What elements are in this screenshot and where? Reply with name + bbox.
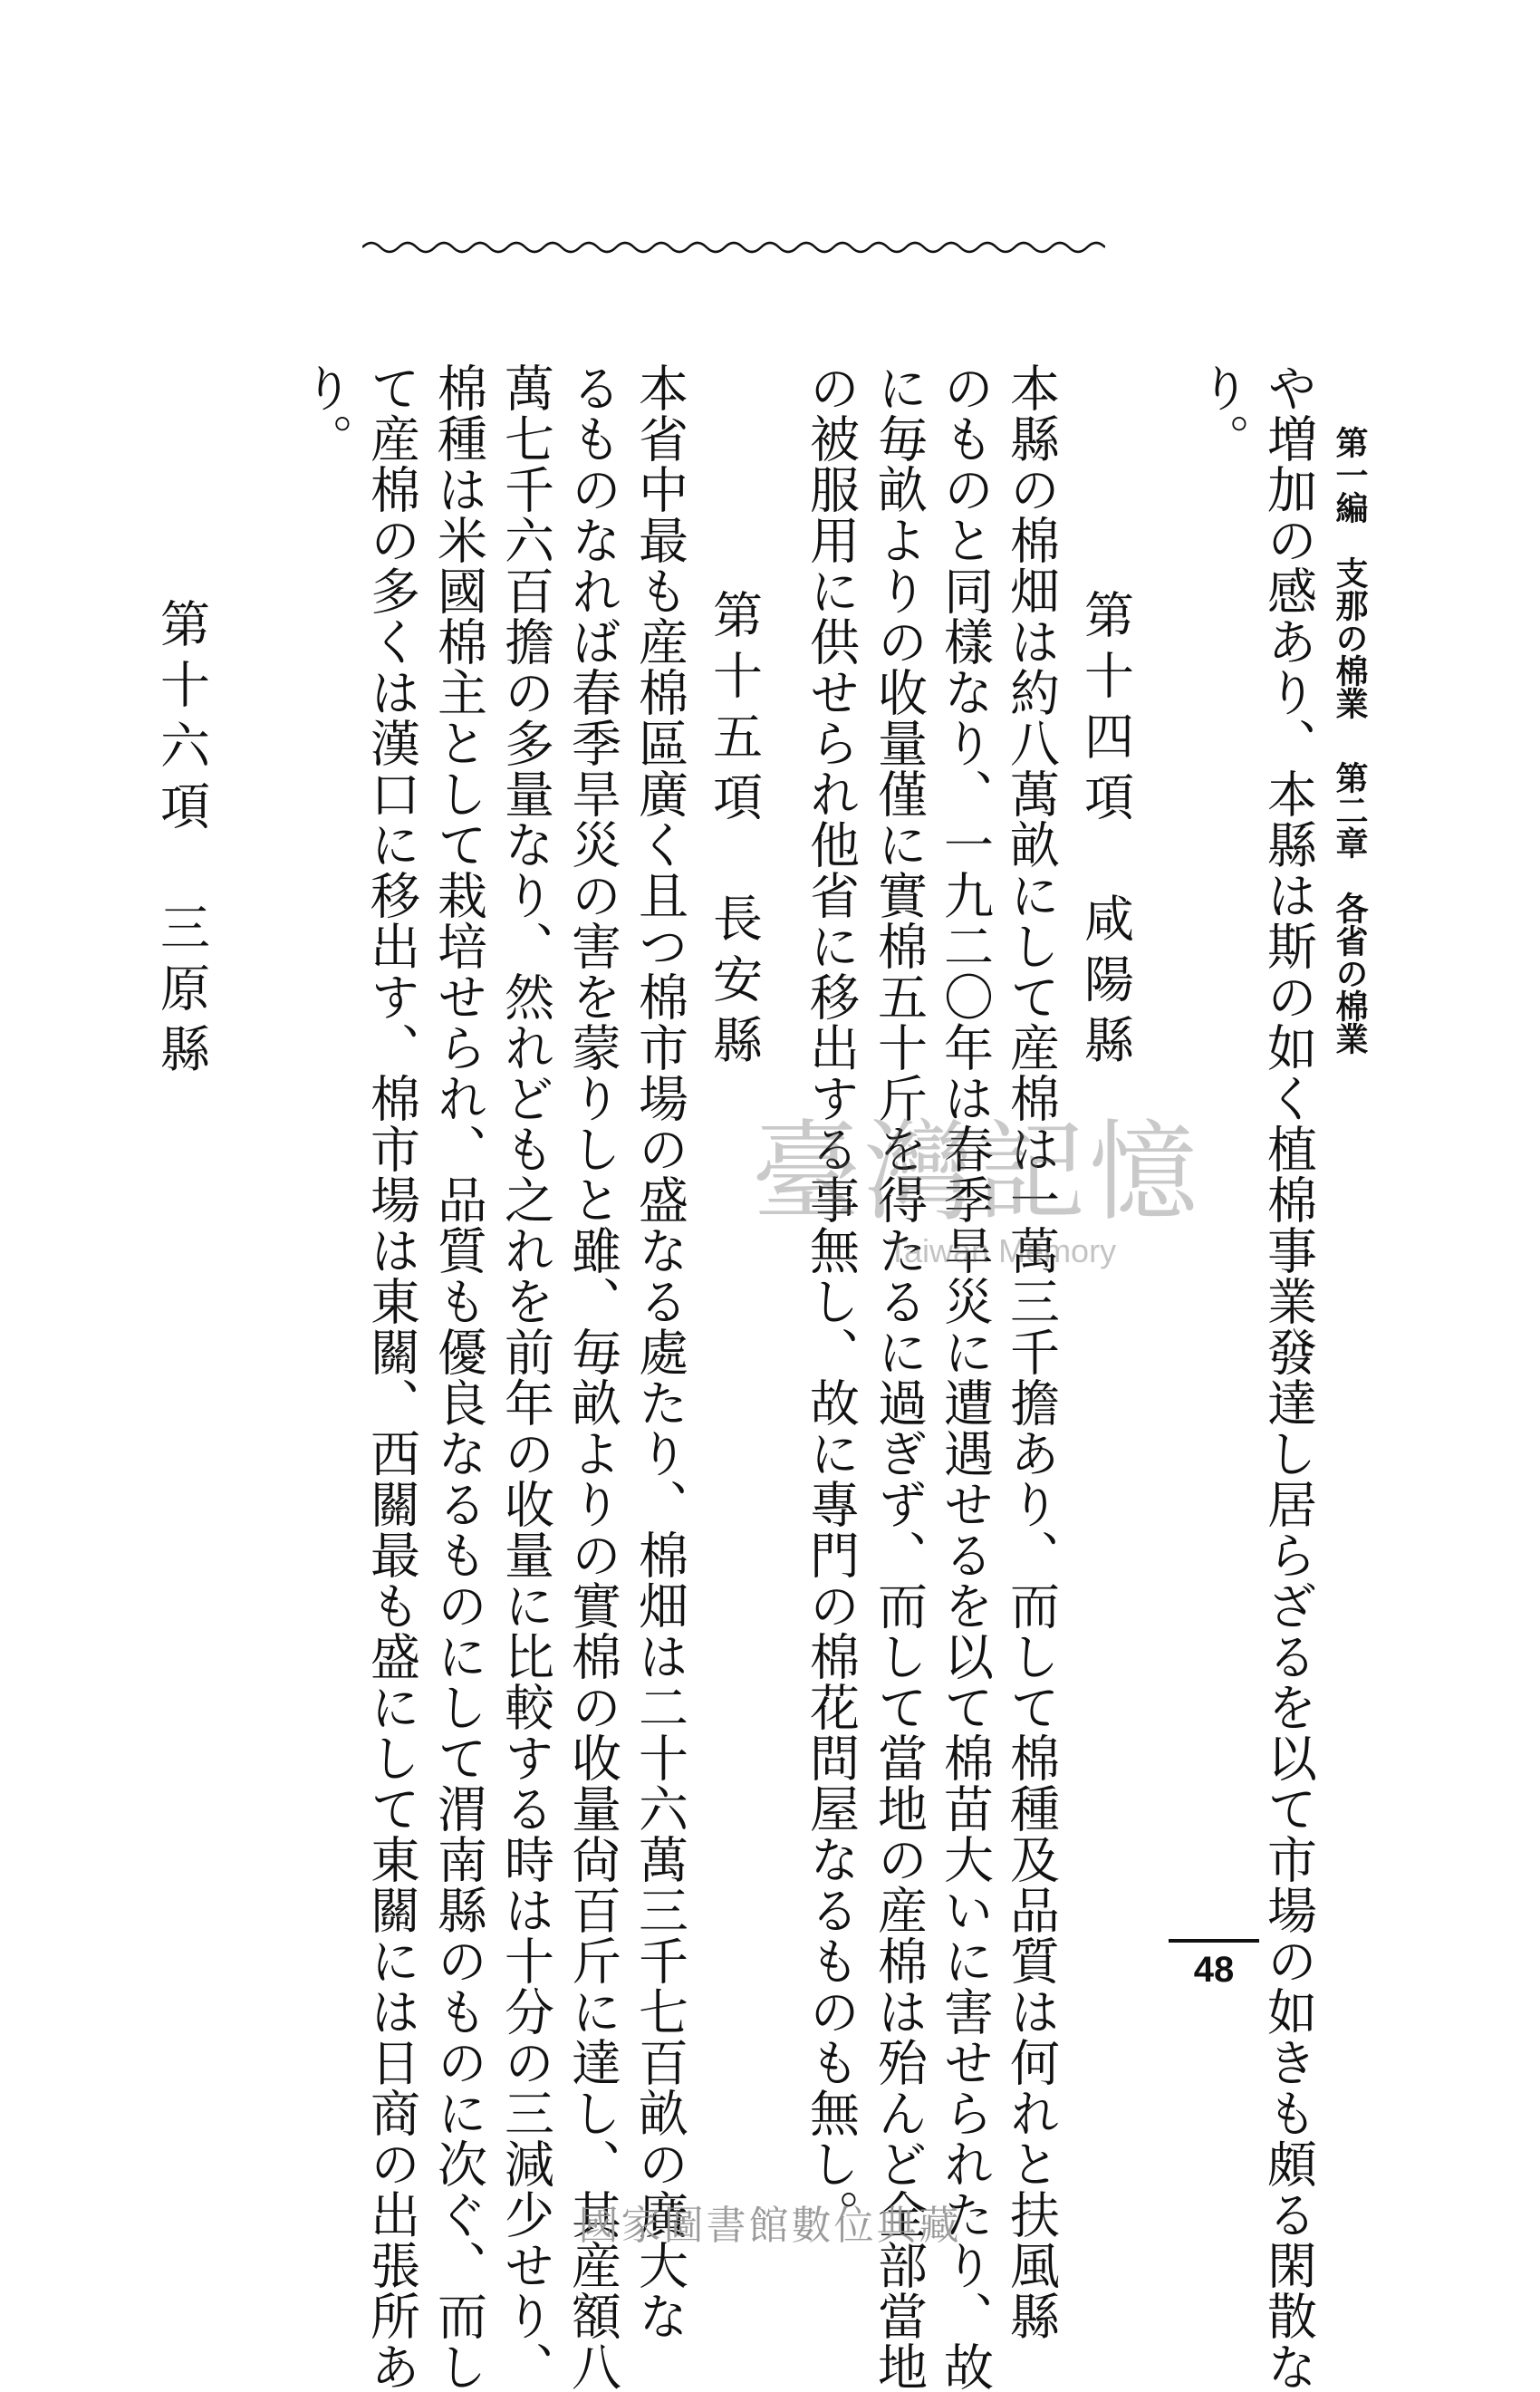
text-line: の被服用に供せられ他省に移出する事無し、故に專門の棉花問屋なるものも無し。 (802, 362, 860, 2240)
watermark-title: 臺灣記憶 (752, 1110, 1201, 1236)
running-head (1332, 426, 1368, 1055)
text-line: や増加の感あり、本縣は斯の如く植棉事業發達し居らざるを以て市場の如きも頗る閑散な (1259, 362, 1317, 2392)
text-line: て産棉の多くは漢口に移出す、棉市場は東關、西關最も盛にして東關には日商の出張所あ (362, 362, 420, 2392)
running-head-chapter: 第二章 各省の棉業 (1331, 761, 1369, 1055)
text-line: に毎畝よりの收量僅に實棉五十斤を得たるに過ぎず、而して當地の産棉は殆んど全部當地 (870, 362, 928, 2392)
watermark-subtitle: Taiwan Memory (888, 1232, 1117, 1269)
page-number: 48 (1193, 1950, 1235, 1990)
footer-credit: 國家圖書館數位典藏 (578, 2203, 962, 2249)
text-line: るものなれば春季旱災の害を蒙りしと雖、毎畝よりの實棉の收量尙百斤に達し、其産額八 (563, 362, 621, 2392)
section-heading-14: 第十四項 咸陽縣 (1076, 589, 1134, 1075)
page-number-rule (1169, 1939, 1259, 1943)
text-line: 萬七千六百擔の多量なり、然れども之れを前年の收量に比較する時は十分の三減少せり、 (496, 362, 554, 2392)
text-line: 本縣の棉畑は約八萬畝にして産棉は一萬三千擔あり、而して棉種及品質は何れと扶風縣 (1002, 362, 1060, 2341)
text-line: り。 (295, 362, 353, 464)
text-line: り。 (1192, 362, 1250, 464)
text-line: のものと同樣なり、一九二〇年は春季旱災に遭遇せるを以て棉苗大いに害せられたり、故 (936, 362, 994, 2392)
text-line: 棉種は米國棉主として栽培せられ、品質も優良なるものにして渭南縣のものに次ぐ、而し (429, 362, 487, 2392)
decorative-wavy-rule (362, 234, 1105, 261)
section-heading-16: 第十六項 三原縣 (152, 598, 210, 1084)
text-line: 本省中最も産棉區廣く且つ棉市場の盛なる處たり、棉畑は二十六萬三千七百畝の廣大な (630, 362, 688, 2341)
running-head-volume: 第一編 支那の棉業 (1331, 426, 1369, 719)
section-heading-15: 第十五項 長安縣 (705, 589, 763, 1075)
